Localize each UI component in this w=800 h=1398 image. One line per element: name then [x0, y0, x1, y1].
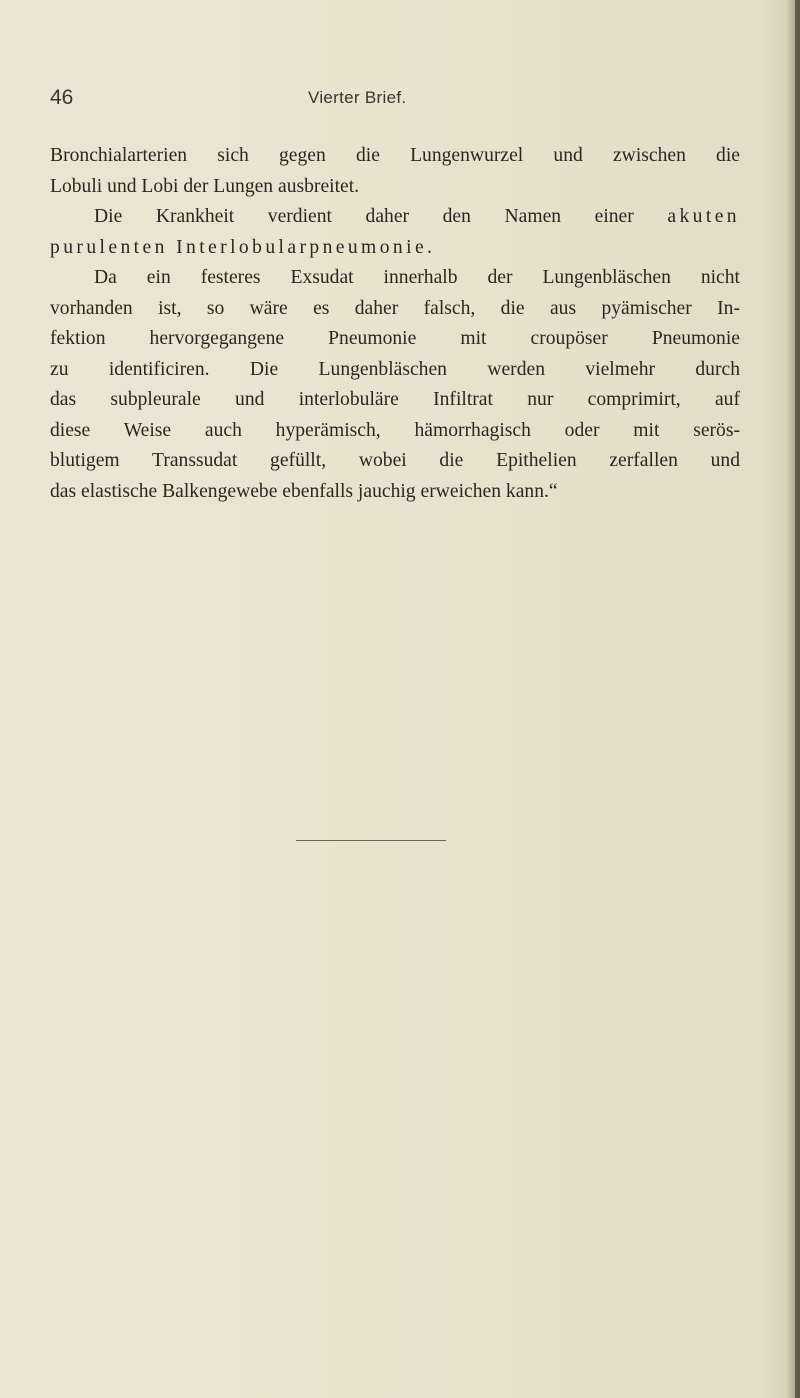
running-title: Vierter Brief.: [308, 88, 407, 107]
emphasis-spaced: akuten: [667, 206, 741, 227]
text-line: Da ein festeres Exsudat innerhalb der Lungenbläschen nicht: [94, 267, 740, 288]
section-rule: [296, 840, 446, 841]
body-text: [50, 141, 740, 507]
text-line: vorhanden ist, so wäre es daher falsch, die aus pyämischer In-: [50, 297, 740, 319]
paragraph-1: [50, 141, 740, 202]
text-line: das elastische Balkengewebe ebenfalls jauchig erweichen kann.“: [50, 480, 558, 502]
text-line: das subpleurale und interlobuläre Infiltrat nur comprimirt, auf: [50, 389, 740, 410]
text-line: [50, 202, 740, 233]
text-line: diese Weise auch hyperämisch, hämorrhagisch oder mit serös-: [50, 419, 740, 441]
paragraph-2: [50, 202, 740, 263]
running-head: [50, 86, 750, 116]
text-line: zu identificiren. Die Lungenbläschen werden vielmehr durch: [50, 358, 740, 380]
text-line: Lobuli und Lobi der Lungen ausbreitet.: [50, 175, 360, 197]
page-edge: [795, 0, 800, 1398]
text-line: Bronchialarterien sich gegen die Lungenwurzel und zwischen die: [50, 145, 740, 166]
text-line: blutigem Transsudat gefüllt, wobei die Epithelien zerfallen und: [50, 450, 740, 471]
text-line-part: Die Krankheit verdient daher den Namen einer: [94, 206, 634, 227]
text-line: fektion hervorgegangene Pneumonie mit croupöser Pneumonie: [50, 328, 740, 349]
page-number: 46: [50, 86, 74, 109]
emphasis-spaced-line: purulenten Interlobularpneumonie.: [50, 236, 436, 258]
paragraph-3: [50, 263, 740, 507]
